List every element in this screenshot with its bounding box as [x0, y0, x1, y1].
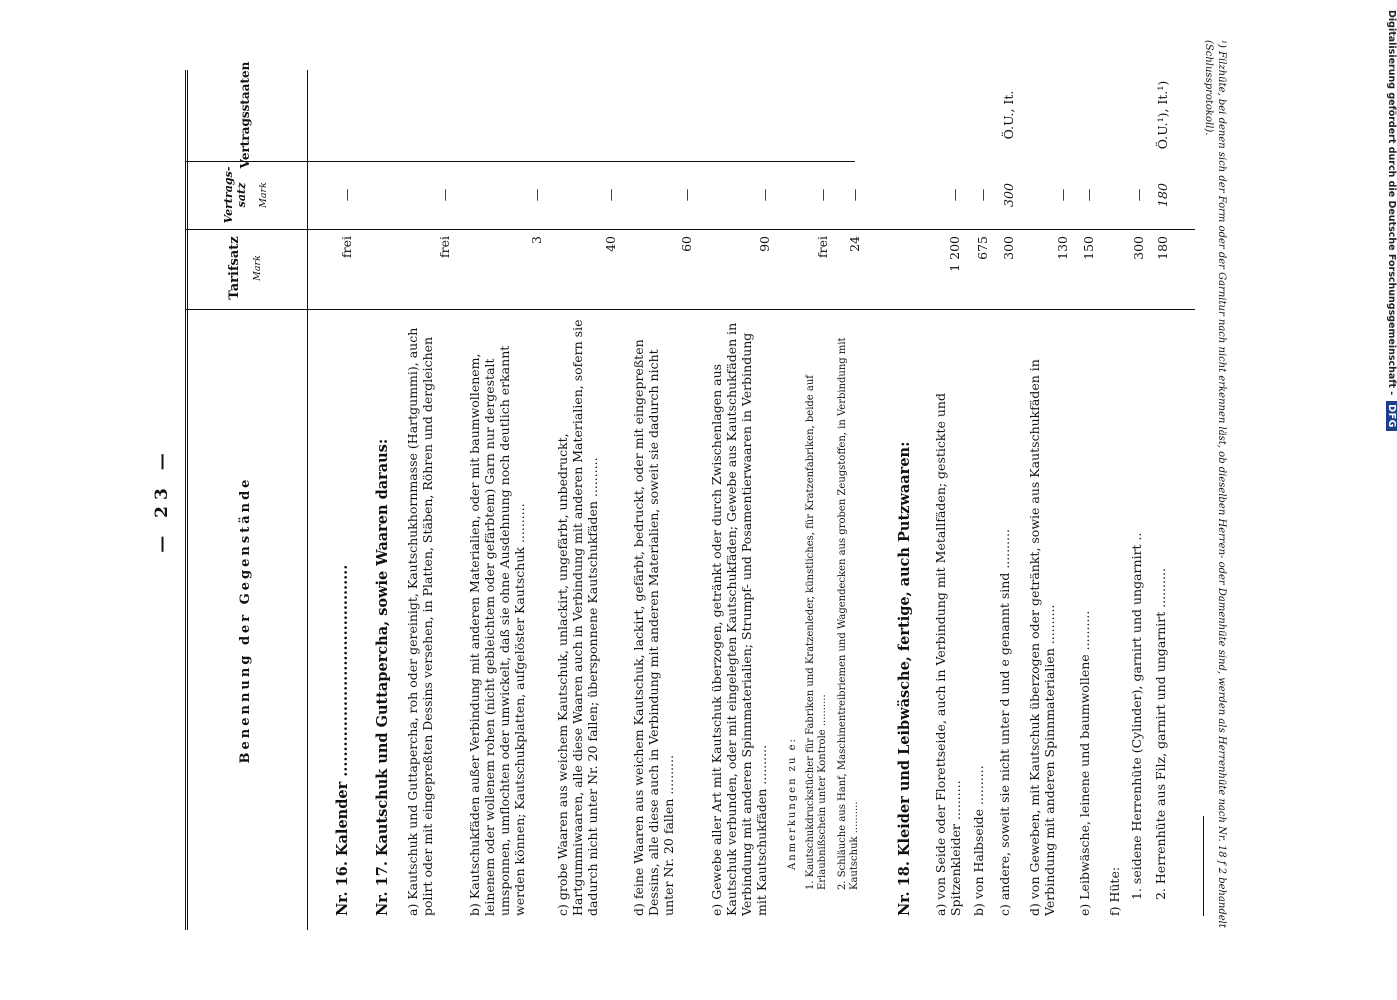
digitization-credit — [1385, 10, 1397, 990]
vertrag-value: — — [339, 188, 354, 202]
row-description: 1. seidene Herrenhüte (Cylinder), garnirt und ungarnirt .. — [1129, 532, 1144, 900]
vertragsstaaten-value: Ö.U., It. — [1001, 90, 1016, 140]
page-number: — 23 — — [152, 447, 172, 553]
vertrag-value: — — [947, 188, 962, 202]
column-divider — [185, 309, 1195, 310]
row-description: a) Kautschuk und Guttapercha, roh oder gereinigt, Kautschukhornmasse (Hartgummi), auch polirt oder mit eingepreßten Dessins versehen, in Platten, Stäben, Röhren und dergleichen — [405, 327, 435, 916]
vertrag-value: — — [437, 188, 452, 202]
vertrag-value: 180 — [1155, 183, 1170, 207]
dfg-logo: DFG — [1387, 401, 1397, 431]
row-description: 1. Kautschukdruckstücher für Fabriken und Kratzenleder, künstliches, für Kratzenfabriken, beide auf Erlaubnißschein unter Kontrole .......... — [805, 375, 828, 890]
tarif-value: 1 200 — [947, 236, 962, 272]
vertragsstaaten-value: Ö.U.¹), It.¹) — [1155, 80, 1170, 150]
row-description: c) andere, soweit sie nicht unter d und e genannt sind .......... — [997, 528, 1012, 916]
header-separator — [307, 70, 308, 930]
vertrag-value: — — [603, 188, 618, 202]
tarif-value: 130 — [1055, 236, 1070, 260]
tarif-value: 3 — [529, 236, 544, 244]
column-header-tarif: Tarifsatz Mark — [227, 236, 263, 300]
vertrag-value: — — [975, 188, 990, 202]
row-description: Nr. 16. Kalender .......................................... — [334, 564, 351, 916]
tarif-value: 180 — [1155, 236, 1170, 260]
vertrag-value: — — [529, 188, 544, 202]
tarif-value: frei — [339, 236, 354, 258]
vertrag-value: — — [1055, 188, 1070, 202]
tarif-value: frei — [815, 236, 830, 258]
vertrag-value: — — [1131, 188, 1146, 202]
footnote: ¹) Filzhüte, bei denen sich der Form oder der Garnitur nach nicht erkennen läst, ob dieselben Herren- oder Damenhüte sind, werden als Herrenhüte nach Nr. 18 f 2 behandelt (Schlussprotokoll). — [1203, 40, 1227, 928]
tarif-value: 60 — [679, 236, 694, 252]
row-description: e) Leibwäsche, leinene und baumwollene .......... — [1077, 610, 1092, 916]
footnote-wrapper — [1200, 40, 1228, 960]
row-description: b) Kautschukfäden außer Verbindung mit anderen Materialien, oder mit baumwollenem, leinenem oder wollenem rohen (nicht gebleichtem oder gefärbtem) Garn nur dergestalt umsponnen, umflochten oder umwickelt, daß sie ohne Ausdehnung noch deutlich erkannt werden können; Kautschukplatten, aufgelöster Kautschuk .......... — [467, 345, 527, 916]
row-description: Nr. 18. Kleider und Leibwäsche, fertige, auch Putzwaaren: — [896, 441, 913, 916]
row-description: f) Hüte: — [1107, 866, 1122, 916]
row-description: c) grobe Waaren aus weichem Kautschuk, unlackirt, ungefärbt, unbedruckt, Hartgummiwaaren, alle diese Waaren auch in Verbindung mit anderen Materialien, sofern sie dadurch nicht unter Nr. 20 fallen; übersponnene Kautschukfäden .......... — [555, 319, 600, 916]
tarif-value: 90 — [757, 236, 772, 252]
row-description: 2. Herrenhüte aus Filz, garnirt und ungarnirt .......... — [1153, 568, 1168, 900]
tarif-value: frei — [437, 236, 452, 258]
row-description: a) von Seide oder Florettseide, auch in Verbindung mit Metallfäden; gestickte und Spitzenkleider .......... — [933, 393, 963, 916]
row-description: b) von Halbseide .......... — [971, 765, 986, 916]
vertrag-value: — — [757, 188, 772, 202]
row-description: Nr. 17. Kautschuk und Guttapercha, sowie Waaren daraus: — [374, 438, 391, 916]
row-description: d) feine Waaren aus weichem Kautschuk, lackirt, gefärbt, bedruckt, oder mit eingepreßten Dessins, alle diese auch in Verbindung mit anderen Materialien, soweit sie dadurch nicht unter Nr. 20 fallen .......... — [631, 339, 676, 916]
credit-text: Digitalisierung gefördert durch die Deutsche Forschungsgemeinschaft - — [1386, 10, 1397, 396]
row-description: d) von Geweben, mit Kautschuk überzogen oder getränkt, sowie aus Kautschukfäden in Verbindung mit anderen Spinnmaterialien .......... — [1027, 359, 1057, 916]
vertrag-value: — — [815, 188, 830, 202]
vertrag-value: — — [1081, 188, 1096, 202]
column-header-vertrag: Vertrags-satz Mark — [221, 166, 269, 224]
tarif-value: 300 — [1131, 236, 1146, 260]
column-header-name: Benennung der Gegenstände — [237, 476, 253, 764]
tariff-table — [185, 61, 1195, 930]
row-description: 2. Schläuche aus Hanf, Maschinentreibriemen und Wagendecken aus groben Zeugstoffen, in Verbindung mit Kautschuk .......... — [837, 337, 860, 890]
vertrag-value: — — [847, 188, 862, 202]
tarif-value: 300 — [1001, 236, 1016, 260]
row-description: Anmerkungen zu e: — [787, 737, 798, 870]
column-divider — [185, 229, 1195, 230]
tarif-value: 24 — [847, 236, 862, 252]
vertrag-value: 300 — [1001, 183, 1016, 207]
tarif-value: 40 — [603, 236, 618, 252]
vertrag-value: — — [679, 188, 694, 202]
rotated-document-page — [145, 61, 1210, 930]
column-divider — [185, 161, 855, 162]
table-top-rule — [185, 70, 188, 930]
column-header-staaten: Vertragsstaaten — [238, 61, 252, 169]
tarif-value: 150 — [1081, 236, 1096, 260]
row-description: e) Gewebe aller Art mit Kautschuk überzogen, getränkt oder durch Zwischenlagen aus Kautschuk verbunden, oder mit eingelegten Kautschukfäden; Gewebe aus Kautschukfäden in Verbindung mit anderen Spinnmaterialien; Strumpf- und Posamentierwaaren in Verbindung mit Kautschukfäden .......... — [709, 322, 769, 916]
tarif-value: 675 — [975, 236, 990, 260]
